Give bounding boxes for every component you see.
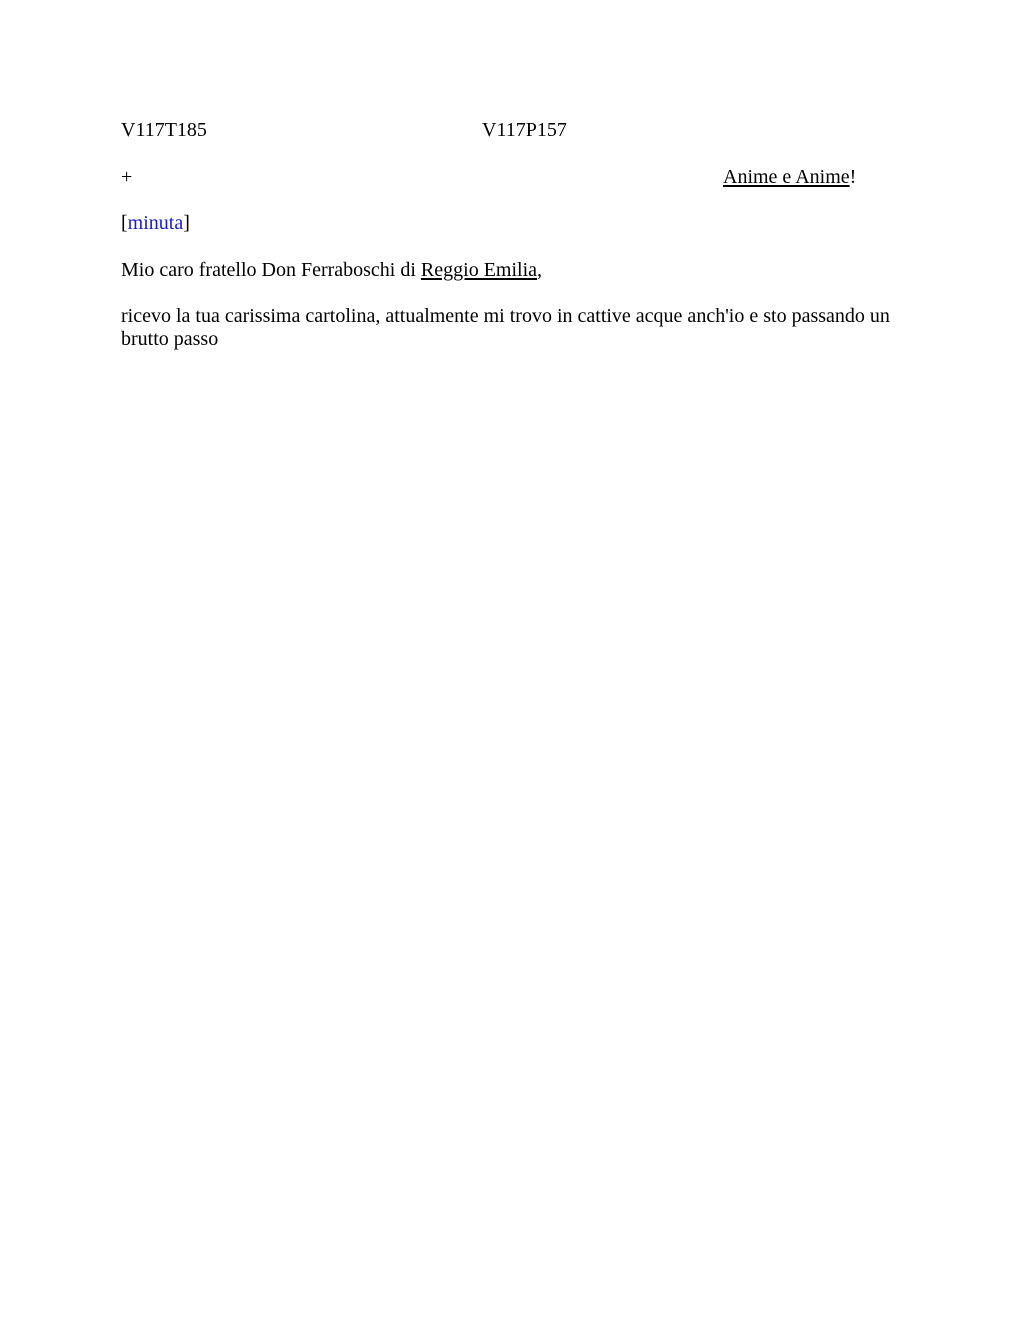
reference-code-center: V117P157 xyxy=(482,119,567,141)
reference-code-left: V117T185 xyxy=(121,119,207,141)
draft-annotation xyxy=(121,212,190,235)
motto-text: Anime e Anime xyxy=(723,166,850,188)
letter-body: ricevo la tua carissima cartolina, attualmente mi trovo in cattive acque anch'io e sto passando un brutto passo xyxy=(121,305,890,350)
salutation-place: Reggio Emilia xyxy=(420,259,538,281)
motto xyxy=(723,166,856,189)
salutation xyxy=(121,259,542,282)
bracket-close: ] xyxy=(183,212,190,234)
motto-punctuation: ! xyxy=(849,166,857,188)
annotation-word: minuta xyxy=(127,212,184,234)
salutation-suffix: , xyxy=(537,259,543,281)
bracket-open: [ xyxy=(121,212,128,234)
cross-symbol: + xyxy=(121,166,133,188)
salutation-prefix: Mio caro fratello Don Ferraboschi di xyxy=(121,259,421,281)
